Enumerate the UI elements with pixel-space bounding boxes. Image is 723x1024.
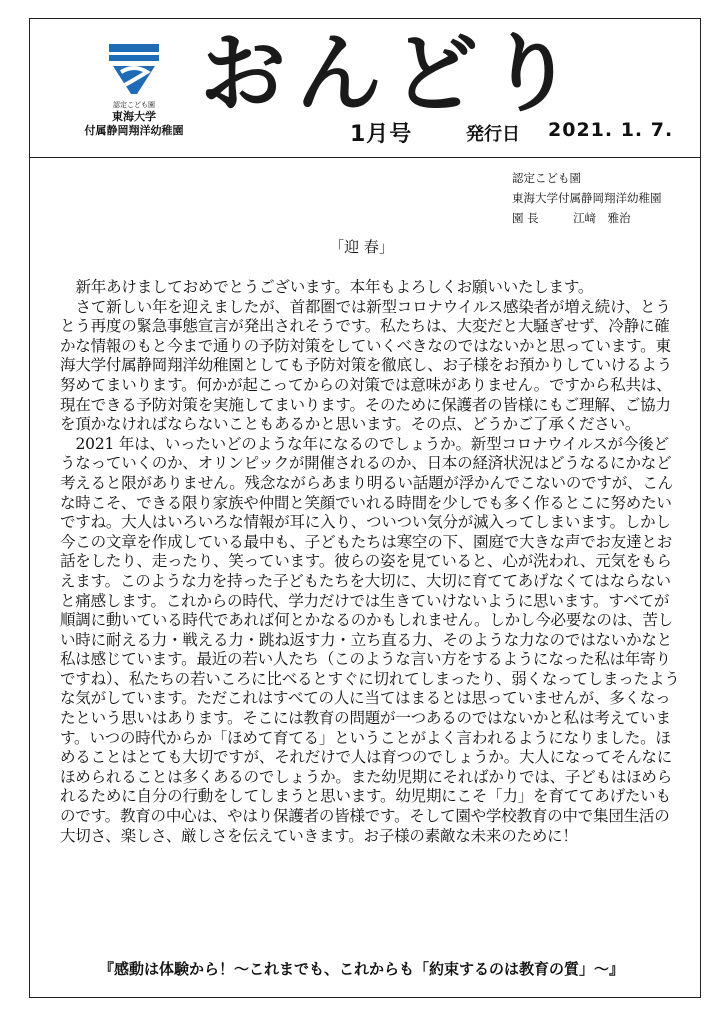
logo-university: 東海大学 (112, 110, 156, 123)
publish-date-label: 発行日 (466, 124, 520, 145)
sender-line-2: 東海大学付属静岡翔洋幼稚園 (512, 191, 662, 205)
logo-kindergarten: 付属静岡翔洋幼稚園 (84, 124, 184, 137)
publish-date: 2021. 1. 7. (548, 119, 674, 141)
sender-line-1: 認定こども園 (512, 171, 581, 185)
article-title: 「迎 春」 (329, 238, 394, 256)
paragraph-greeting: 新年あけましておめでとうございます。本年もよろしくお願いいたします。 (75, 278, 594, 296)
logo-caption: 認定こども園 (113, 101, 155, 109)
newsletter-title: おんどり (200, 24, 584, 124)
footer-motto: 『感動は体験から！～これまでも、これからも「約束するのは教育の質」～』 (98, 960, 624, 978)
paragraph-covid-measures: さて新しい年を迎えましたが、首都圏では新型コロナウイルス感染者が増え続け、とうとう再度の緊急事態宣言が発出されそうです。私たちは、大変だと大騒ぎせず、冷静に確かな情報のもと今まで通りの予防対策をしていくべきなのではないかと思っています。東海大学付属静岡翔洋幼稚園としても予防対策を徹底し、お子様をお預かりしていけるよう努めてまいります。何かが起こってからの対策では意味がありません。ですから私共は、現在できる予防対策を実施してまいります。そのために保護者の皆様にもご理解、ご協力を頂かなければならないこともあるかと思います。その点、どうかご了承ください。 (60, 297, 673, 434)
school-emblem-icon (107, 42, 161, 96)
sender-line-3: 園 長 江﨑 雅治 (512, 211, 631, 225)
school-logo (78, 42, 190, 138)
issue-number: 1月号 (350, 122, 413, 147)
sender-block (512, 168, 662, 228)
paragraph-outlook: 2021 年は、いったいどのような年になるのでしょうか。新型コロナウイルスが今後どうなっていくのか、オリンピックが開催されるのか、日本の経済状況はどうなるにかなど考えると限がありません。残念ながらあまり明るい話題が浮かんでこないのですが、こんな時こそ、できる限り家族や仲間と笑顔でいれる時間を少しでも多く作るとこに努めたいですね。大人はいろいろな情報が耳に入り、ついつい気分が滅入ってしまいます。しかし今この文章を作成している最中も、子どもたちは寒空の下、園庭で大きな声でお友達とお話をしたり、走ったり、笑っています。彼らの姿を見ていると、心が洗われ、元気をもらえます。このような力を持った子どもたちを大切に、大切に育ててあげなくてはならないと痛感します。これからの時代、学力だけでは生きていけないように思います。すべてが順調に動いている時代であれば何とかなるのかもしれません。しかし今必要なのは、苦しい時に耐える力・戦える力・跳ね返す力・立ち直る力、そのような力なのではないかなと私は感じています。最近の若い人たち（このような言い方をするようになった私は年寄りですね）、私たちの若いころに比べるとすぐに切れてしまったり、弱くなってしまったような気がしています。ただこれはすべての人に当てはまるとは思っていませんが、多くなったという思いはあります。そこには教育の問題が一つあるのではないかと私は考えています。いつの時代からか「ほめて育てる」ということがよく言われるようになりました。ほめることはとても大切ですが、それだけで人は育つのでしょうか。大人になってそんなにほめられることは多くあるのでしょうか。また幼児期にそればかりでは、子どもはほめられるために自分の行動をしてしまうと思います。幼児期にこそ「力」を育ててあげたいものです。教育の中心は、やはり保護者の皆様です。そして園や学校教育の中で集団生活の大切さ、楽しさ、厳しさを伝えていきます。お子様の素敵な未来のために！ (60, 434, 680, 845)
header-divider (29, 157, 701, 158)
article-body (60, 278, 680, 846)
